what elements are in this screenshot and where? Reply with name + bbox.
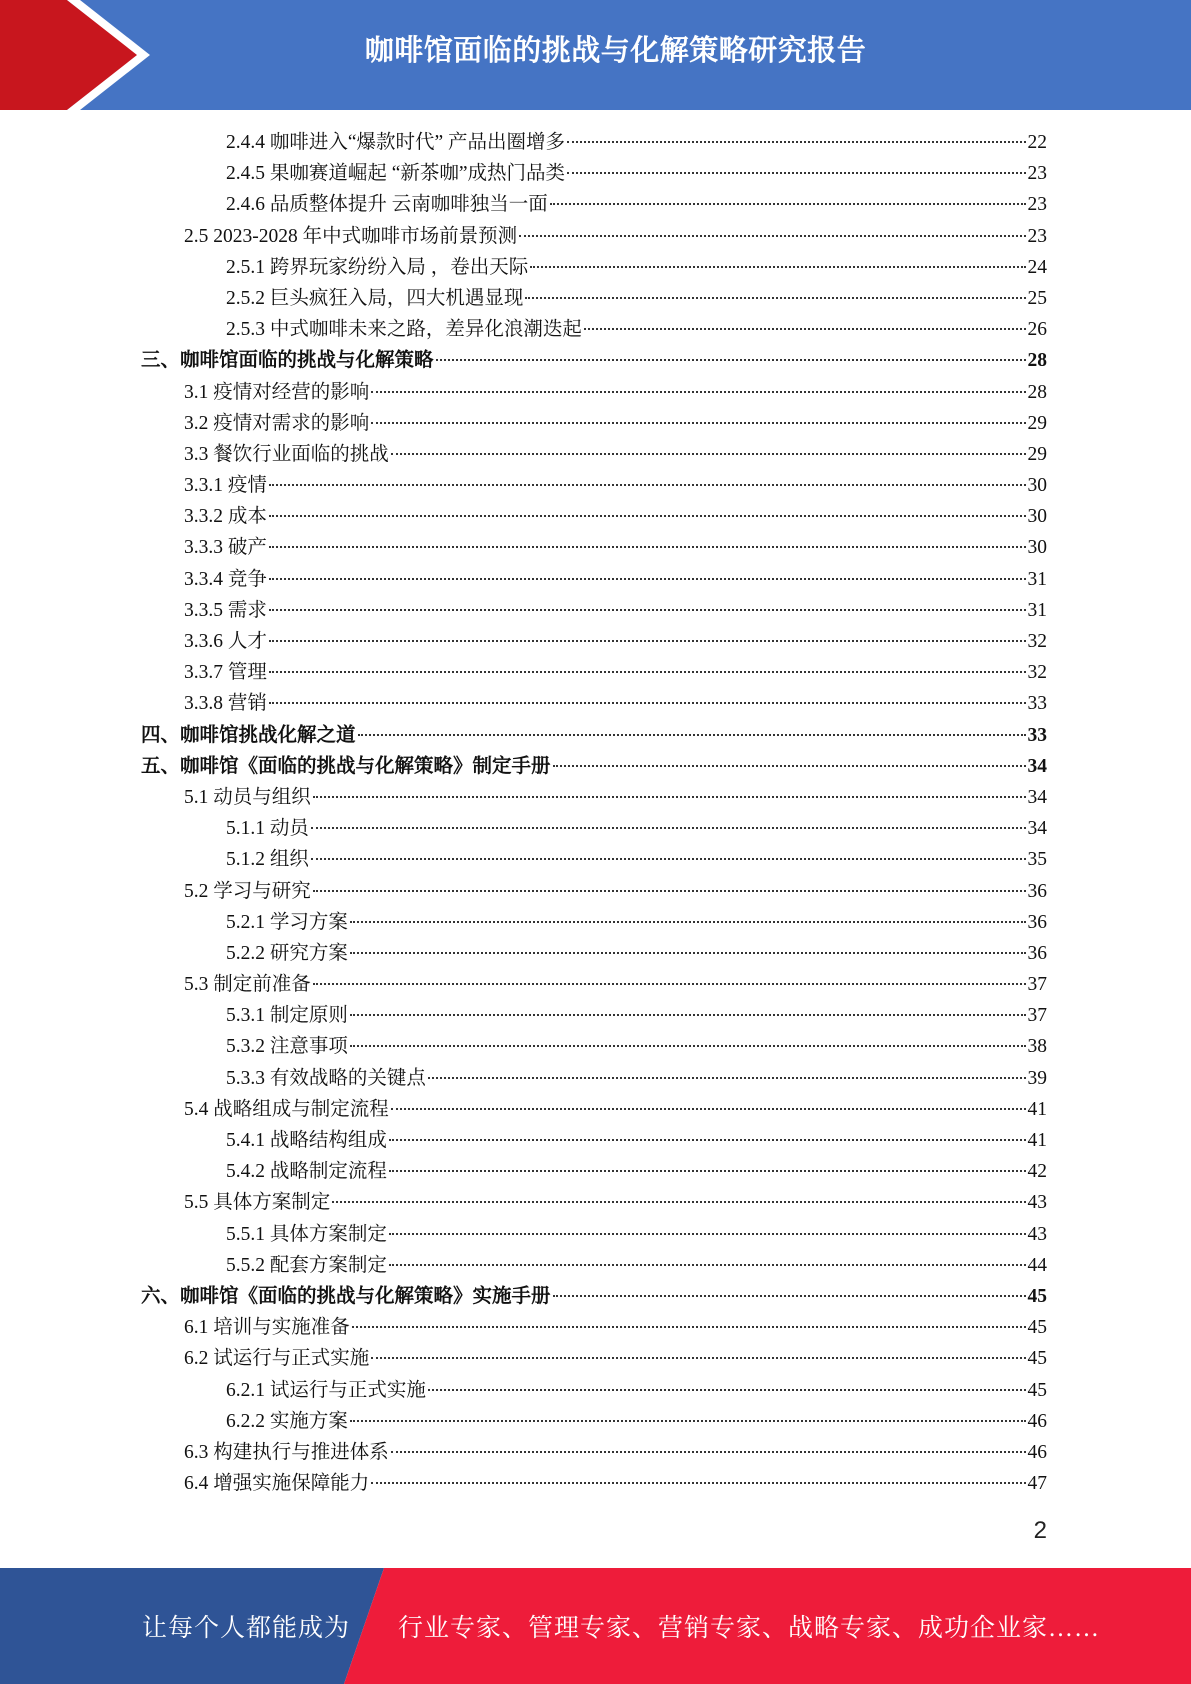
toc-dot-leader [389,1169,1026,1172]
toc-dot-leader [550,202,1026,205]
toc-entry-label: 3.3.7 管理 [184,662,267,684]
toc-entry[interactable] [0,1031,1191,1062]
toc-entry-page: 46 [1027,1441,1047,1463]
toc-entry[interactable] [0,532,1191,563]
toc-dot-leader [371,390,1025,393]
toc-entry-label: 5.3.2 注意事项 [226,1036,348,1058]
toc-entry-page: 44 [1027,1254,1047,1276]
toc-entry-page: 36 [1027,880,1047,902]
toc-dot-leader [428,1076,1026,1079]
toc-dot-leader [371,1481,1025,1484]
toc-dot-leader [519,234,1025,237]
toc-entry-label: 6.4 增强实施保障能力 [184,1473,370,1495]
toc-dot-leader [350,1013,1026,1016]
toc-entry-label: 5.1 动员与组织 [184,786,311,808]
toc-entry-page: 31 [1027,568,1047,590]
toc-dot-leader [332,1200,1025,1203]
toc-dot-leader [553,1294,1026,1297]
toc-entry[interactable] [0,782,1191,813]
page-number: 2 [1033,1517,1047,1544]
toc-entry[interactable] [0,626,1191,657]
toc-dot-leader [350,920,1026,923]
toc-entry-page: 25 [1027,287,1047,309]
toc-entry-label: 3.3.2 成本 [184,506,267,528]
page-header [0,0,1191,110]
toc-entry[interactable] [0,1281,1191,1312]
toc-entry-page: 39 [1027,1067,1047,1089]
toc-entry-label: 3.3.6 人才 [184,631,267,652]
toc-dot-leader [567,171,1025,174]
toc-entry-page: 41 [1027,1098,1047,1120]
toc-entry-page: 23 [1027,225,1047,247]
toc-entry-label: 5.1.1 动员 [226,818,309,840]
toc-entry-page: 36 [1027,911,1047,933]
toc-entry[interactable] [0,1437,1191,1468]
toc-dot-leader [313,982,1026,985]
toc-entry[interactable] [0,813,1191,844]
toc-dot-leader [389,1263,1026,1266]
toc-entry-label: 六、咖啡馆《面临的挑战与化解策略》实施手册 [141,1285,551,1307]
toc-entry-page: 29 [1027,412,1047,434]
toc-entry-page: 32 [1027,662,1047,684]
toc-entry-page: 32 [1027,631,1047,652]
toc-entry-page: 42 [1027,1161,1047,1183]
toc-dot-leader [313,889,1026,892]
toc-dot-leader [584,327,1026,330]
toc-entry-label: 5.3.1 制定原则 [226,1005,348,1027]
toc-entry[interactable] [0,189,1191,220]
toc-entry[interactable] [0,907,1191,938]
toc-entry[interactable] [0,1156,1191,1187]
toc-entry[interactable] [0,221,1191,252]
toc-dot-leader [311,826,1026,829]
toc-dot-leader [567,140,1025,143]
toc-dot-leader [358,733,1026,736]
toc-entry-page: 37 [1027,974,1047,996]
toc-entry-label: 3.1 疫情对经营的影响 [184,381,370,403]
toc-entry-label: 6.3 构建执行与推进体系 [184,1441,389,1463]
toc-entry-page: 43 [1027,1223,1047,1245]
toc-entry-label: 6.1 培训与实施准备 [184,1317,350,1339]
toc-entry[interactable] [0,345,1191,376]
toc-dot-leader [269,670,1026,673]
toc-entry-page: 45 [1027,1285,1047,1307]
toc-entry-page: 29 [1027,443,1047,465]
footer-slogan-left: 让每个人都能成为 [142,1615,351,1642]
toc-entry[interactable] [0,1125,1191,1156]
toc-entry-page: 43 [1027,1192,1047,1214]
toc-entry-page: 34 [1027,818,1047,840]
toc-entry-label: 5.4 战略组成与制定流程 [184,1098,389,1120]
toc-entry-label: 5.2.2 研究方案 [226,942,348,964]
toc-entry[interactable] [0,470,1191,501]
toc-entry[interactable] [0,439,1191,470]
toc-entry[interactable] [0,1000,1191,1031]
toc-entry-page: 24 [1027,256,1047,278]
toc-dot-leader [436,358,1026,361]
toc-dot-leader [350,1419,1026,1422]
toc-entry-label: 四、咖啡馆挑战化解之道 [141,724,356,746]
toc-entry-label: 2.5 2023-2028 年中式咖啡市场前景预测 [184,225,518,247]
toc-entry[interactable] [0,1406,1191,1437]
toc-dot-leader [350,1044,1026,1047]
toc-entry[interactable] [0,1343,1191,1374]
toc-dot-leader [389,1138,1026,1141]
toc-entry[interactable] [0,1312,1191,1343]
toc-entry[interactable] [0,564,1191,595]
toc-entry-label: 5.5.1 具体方案制定 [226,1223,387,1245]
toc-entry-page: 31 [1027,599,1047,621]
toc-entry-label: 2.5.3 中式咖啡未来之路，差异化浪潮迭起 [226,319,582,341]
toc-entry-label: 3.3.3 破产 [184,537,267,559]
toc-entry[interactable] [0,283,1191,314]
toc-entry[interactable] [0,1094,1191,1125]
toc-entry[interactable] [0,501,1191,532]
toc-entry-label: 6.2.2 实施方案 [226,1410,348,1432]
toc-entry-page: 45 [1027,1317,1047,1339]
toc-entry-label: 5.4.2 战略制定流程 [226,1161,387,1183]
toc-entry-label: 5.3 制定前准备 [184,974,311,996]
toc-dot-leader [525,296,1025,299]
toc-entry-page: 35 [1027,849,1047,871]
toc-entry-label: 3.3.4 竞争 [184,568,267,590]
toc-dot-leader [269,608,1026,611]
toc-entry-label: 5.3.3 有效战略的关键点 [226,1067,426,1089]
document-title: 咖啡馆面临的挑战与化解策略研究报告 [364,33,867,67]
toc-entry-label: 2.4.6 品质整体提升 云南咖啡独当一面 [226,194,548,216]
toc-entry-page: 23 [1027,194,1047,216]
toc-entry[interactable] [0,377,1191,408]
toc-entry-label: 5.1.2 组织 [226,849,309,871]
toc-dot-leader [389,1232,1026,1235]
toc-dot-leader [311,857,1026,860]
toc-dot-leader [391,1450,1026,1453]
toc-entry-page: 45 [1027,1379,1047,1401]
toc-entry[interactable] [0,969,1191,1000]
toc-dot-leader [350,951,1026,954]
toc-entry[interactable] [0,876,1191,907]
toc-entry-label: 3.3 餐饮行业面临的挑战 [184,443,389,465]
toc-entry-label: 3.3.1 疫情 [184,475,267,497]
toc-dot-leader [269,514,1026,517]
toc-entry-page: 34 [1027,786,1047,808]
toc-entry-label: 5.4.1 战略结构组成 [226,1130,387,1151]
toc-entry-page: 33 [1027,693,1047,715]
toc-entry[interactable] [0,252,1191,283]
toc-entry-label: 5.2 学习与研究 [184,880,311,902]
toc-entry-label: 3.2 疫情对需求的影响 [184,412,370,434]
toc-dot-leader [391,452,1026,455]
toc-entry-page: 33 [1027,724,1047,746]
toc-entry[interactable] [0,688,1191,719]
toc-entry-label: 3.3.5 需求 [184,599,267,621]
toc-entry-page: 26 [1027,319,1047,341]
toc-dot-leader [553,764,1026,767]
toc-dot-leader [269,577,1026,580]
toc-dot-leader [313,795,1026,798]
toc-entry[interactable] [0,1187,1191,1218]
toc-entry[interactable] [0,751,1191,782]
toc-entry-label: 2.5.1 跨界玩家纷纷入局 ，卷出天际 [226,256,529,278]
toc-entry-page: 45 [1027,1348,1047,1370]
toc-entry-page: 28 [1027,381,1047,403]
toc-dot-leader [269,483,1026,486]
toc-entry-page: 36 [1027,942,1047,964]
toc-entry-label: 5.2.1 学习方案 [226,911,348,933]
toc-entry-page: 37 [1027,1005,1047,1027]
page-footer [0,1568,1191,1684]
toc-dot-leader [352,1325,1026,1328]
toc-entry-label: 三、咖啡馆面临的挑战与化解策略 [141,350,434,372]
toc-entry-page: 23 [1027,163,1047,185]
toc-dot-leader [428,1388,1026,1391]
toc-entry[interactable] [0,595,1191,626]
toc-entry-label: 5.5.2 配套方案制定 [226,1254,387,1276]
toc-entry-label: 5.5 具体方案制定 [184,1192,331,1214]
toc-dot-leader [371,1356,1025,1359]
toc-entry-page: 38 [1027,1036,1047,1058]
toc-entry-page: 47 [1027,1473,1047,1495]
toc-entry-page: 46 [1027,1410,1047,1432]
toc-entry[interactable] [0,408,1191,439]
table-of-contents [0,127,1191,1499]
toc-entry-label: 6.2 试运行与正式实施 [184,1348,370,1370]
toc-entry-label: 2.4.5 果咖赛道崛起 “新茶咖”成热门品类 [226,163,566,185]
toc-entry[interactable] [0,1250,1191,1281]
toc-entry[interactable] [0,657,1191,688]
toc-entry-page: 30 [1027,537,1047,559]
toc-entry-page: 34 [1027,755,1047,777]
toc-dot-leader [269,701,1026,704]
toc-entry[interactable] [0,158,1191,189]
toc-entry-label: 五、咖啡馆《面临的挑战与化解策略》制定手册 [141,755,551,777]
toc-dot-leader [371,421,1025,424]
toc-entry[interactable] [0,314,1191,345]
toc-dot-leader [269,545,1026,548]
toc-entry-label: 6.2.1 试运行与正式实施 [226,1379,426,1401]
toc-dot-leader [391,1107,1026,1110]
toc-entry[interactable] [0,1219,1191,1250]
toc-dot-leader [269,639,1026,642]
toc-entry[interactable] [0,127,1191,158]
footer-slogan-right: 行业专家、管理专家、营销专家、战略专家、成功企业家…… [398,1615,1101,1642]
toc-entry-label: 2.4.4 咖啡进入“爆款时代” 产品出圈增多 [226,132,566,153]
toc-entry-label: 2.5.2 巨头疯狂入局，四大机遇显现 [226,287,524,309]
toc-entry-page: 22 [1027,132,1047,153]
toc-entry-label: 3.3.8 营销 [184,693,267,715]
toc-dot-leader [530,265,1025,268]
toc-entry[interactable] [0,844,1191,875]
toc-entry-page: 30 [1027,506,1047,528]
toc-entry[interactable] [0,1375,1191,1406]
toc-entry-page: 41 [1027,1130,1047,1151]
toc-entry[interactable] [0,1468,1191,1499]
toc-entry[interactable] [0,720,1191,751]
toc-entry-page: 30 [1027,475,1047,497]
toc-entry[interactable] [0,938,1191,969]
toc-entry-page: 28 [1027,350,1047,372]
toc-entry[interactable] [0,1063,1191,1094]
